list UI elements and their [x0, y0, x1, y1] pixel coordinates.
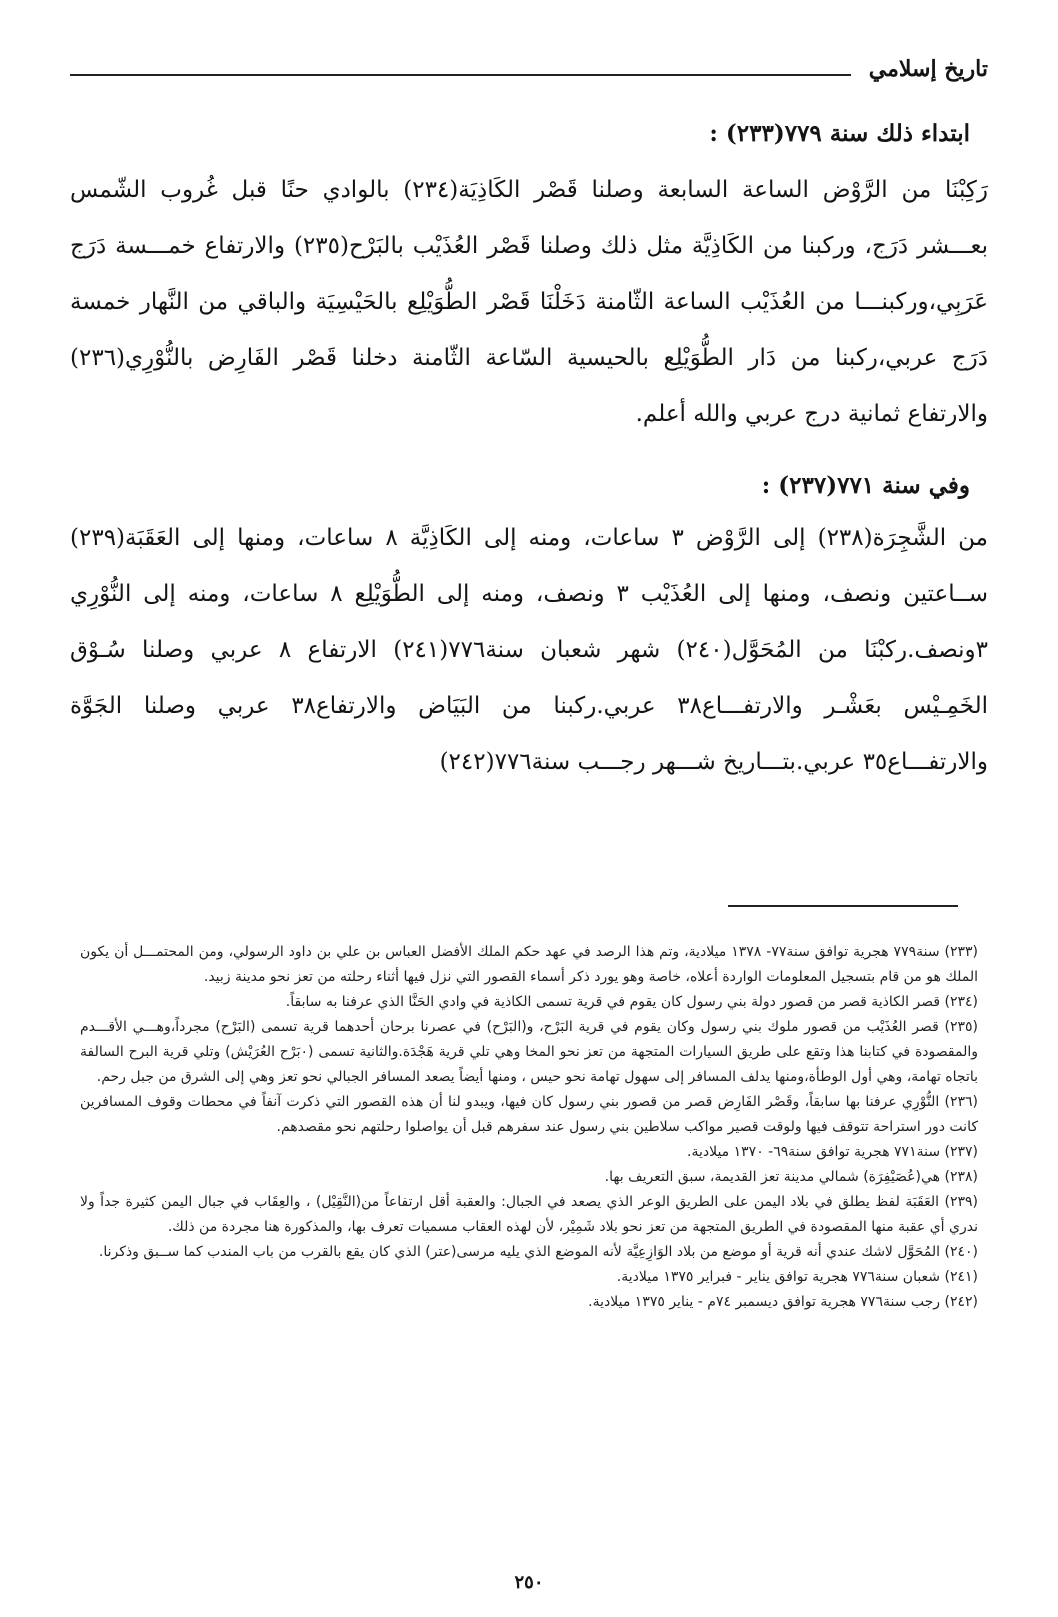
footnote: (٢٣٨) هي(عُصَيْفِرَة) شمالي مدينة تعز القديمة، سبق التعريف بها. [604, 1169, 978, 1185]
footnote: (٢٤١) شعبان سنة٧٧٦ هجرية توافق يناير - فبراير ١٣٧٥ ميلادية. [616, 1269, 978, 1285]
header-rule [70, 74, 851, 76]
body-paragraph: رَكِبْنَا من الرَّوْض الساعة السابعة وصلنا قَصْر الكَاذِيَة(٢٣٤) بالوادي حنًا قبل غُروب الشّمس بعـــشر دَرَج، وركبنا من الكَاذِيَّة مثل ذلك وصلنا قَصْر العُذَيْب بالبَرْح(٢٣٥) والارتفاع خمـــسة دَرَج عَرَبِي،وركبنـــا من العُذَيْب الساعة الثّامنة دَخَلْنَا قَصْر الطُّوَيْلِع بالحَيْسِيَة والباقي من النَّهار خمسة دَرَج عربي،ركبنا من دَار الطُّوَيْلِع بالحيسية السّاعة الثّامنة دخلنا قَصْر الفَارِض بالنُّوْرِي(٢٣٦) والارتفاع ثمانية درج عربي والله أعلم. [70, 177, 989, 428]
body-paragraph: من الشَّجِرَة(٢٣٨) إلى الرَّوْض ٣ ساعات، ومنه إلى الكَاذِيَّة ٨ ساعات، ومنها إلى العَقَبَة(٢٣٩) ســاعتين ونصف، ومنها إلى العُذَيْب ٣ ونصف، ومنه إلى الطُّوَيْلِع ٨ ساعات، ومنه إلى النُّوْرِي ٣ونصف.ركبْنَا من المُحَوَّل(٢٤٠) شهر شعبان سنة٧٧٦(٢٤١) الارتفاع ٨ عربي وصلنا سُـوْق الخَمِـيْس بعَشْـر والارتفـــاع٣٨ عربي.ركبنا من البَيَاض والارتفاع٣٨ عربي وصلنا الجَوَّة والارتفـــاع٣٥ عربي.بتـــاريخ شـــهر رجـــب سنة٧٧٦(٢٤٢) [70, 525, 989, 776]
footnote: (٢٣٣) سنة٧٧٩ هجرية توافق سنة٧٧- ١٣٧٨ ميلادية، وتم هذا الرصد في عهد حكم الملك الأفضل العباس بن علي بن داود الرسولي، ومن المحتمـــل أن يكون الملك هو من قام بتسجيل المعلومات الواردة أعلاه، خاصة وهو يورد ذكر أسماء القصور التي نزل فيها أثناء رحلته من تعز نحو مدينة زبيد. [80, 944, 978, 985]
footnote: (٢٤٠) المُحَوَّل لاشك عندي أنه قرية أو موضع من بلاد الوَازِعِيَّة لأنه الموضع الذي يليه مرسى(عتر) الذي كان يقع بالقرب من باب المندب كما ســبق وذكرنا. [98, 1244, 978, 1260]
footnote: (٢٣٩) العَقَبَة لفظ يطلق في بلاد اليمن على الطريق الوعر الذي يصعد في الجبال: والعقبة أقل ارتفاعاً من(النَّقِيْل) ، والعِقَاب في جبال اليمن كثيرة جداً ولا ندري أي عقبة منها المقصودة في الطريق المتجهة من تعز نحو بلاد شَمِيْر، لأن لهذه العقاب مسميات تعرف بها، والمذكورة هنا مجردة من ذلك. [80, 1194, 978, 1235]
running-title: تاريخ إسلامي [868, 56, 988, 82]
running-header [70, 58, 988, 80]
footnote: (٢٤٢) رجب سنة٧٧٦ هجرية توافق ديسمبر ٧٤م - يناير ١٣٧٥ ميلادية. [588, 1294, 978, 1310]
section-heading: ابتداء ذلك سنة ٧٧٩(٢٣٣) : [709, 120, 970, 147]
section-heading: وفي سنة ٧٧١(٢٣٧) : [761, 472, 970, 500]
footnote: (٢٣٦) النُّوْرِي عرفنا بها سابقاً، وقَصْر الفَارِض قصر من قصور بني رسول كان فيها، ويبدو لنا أن هذه القصور التي ذكرت آنفاً في محطات وقوف المسافرين كانت دور استراحة تتوقف فيها ولوقت قصير مواكب سلاطين بني رسول عند سفرهم قبل أن يواصلوا رحلتهم نحو مقصدهم. [80, 1094, 978, 1135]
footnote-separator [728, 905, 958, 907]
page-number: ٢٥٠ [514, 1572, 544, 1593]
footnote: (٢٣٤) قصر الكاذية قصر من قصور دولة بني رسول كان يقوم في قرية تسمى الكاذية في وادي الحَنَّا الذي عرفنا به سابقاً. [285, 994, 978, 1010]
footnotes [80, 940, 978, 1315]
footnote: (٢٣٥) قصر العُذَيْب من قصور ملوك بني رسول وكان يقوم في قرية البَرْح، و(البَرْح) في عصرنا برحان أحدهما قرية تسمى (البَرْح) مجرداً،وهـــي الأقـــدم والمقصودة في كتابنا هذا وتقع على طريق السيارات المتجهة من تعز نحو المخا وهي تلي قرية هَجْدَة.والثانية تسمى (٠بَرْح العُرَيْش) وتلي قرية البرح السالفة باتجاه تهامة، وهي أول الوطأة،ومنها يدلف المسافر إلى سهول تهامة نحو حيس ، ومنها أيضاً يصعد المسافر الجبالي نحو تعز وهي إلى الشرق من جبل رحم. [80, 1019, 979, 1085]
footnote: (٢٣٧) سنة٧٧١ هجرية توافق سنة٦٩- ١٣٧٠ ميلادية. [687, 1144, 978, 1160]
